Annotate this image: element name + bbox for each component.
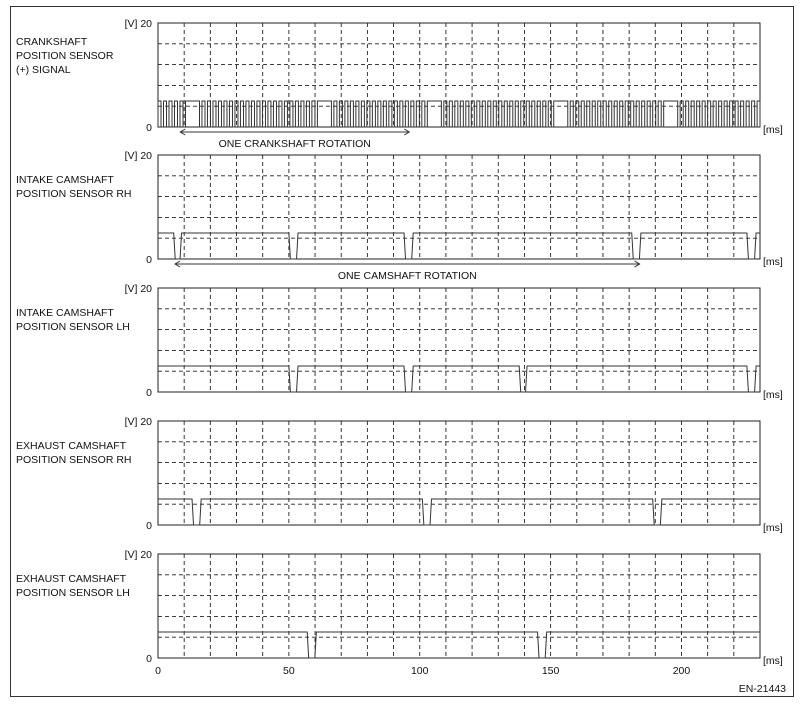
- signal-name-label: POSITION SENSOR LH: [16, 587, 130, 599]
- signal-trace: [158, 499, 760, 525]
- x-unit-label: [ms]: [763, 124, 783, 136]
- x-tick-label: 150: [541, 665, 560, 677]
- y-tick-label: 0: [146, 387, 152, 399]
- rotation-annotation-label: ONE CRANKSHAFT ROTATION: [218, 138, 371, 150]
- signal-trace: [158, 233, 760, 259]
- y-unit-label: [V] 20: [124, 416, 152, 428]
- signal-name-label: CRANKSHAFT: [16, 36, 88, 48]
- x-tick-label: 50: [283, 665, 295, 677]
- plot-area-border: [158, 554, 760, 658]
- plot-area-border: [158, 23, 760, 127]
- x-tick-label: 100: [410, 665, 429, 677]
- signal-name-label: INTAKE CAMSHAFT: [16, 174, 114, 186]
- y-unit-label: [V] 20: [124, 283, 152, 295]
- signal-trace: [158, 366, 760, 392]
- plot-area-border: [158, 421, 760, 525]
- y-tick-label: 0: [146, 122, 152, 134]
- signal-name-label: POSITION SENSOR: [16, 50, 114, 62]
- signal-name-label: (+) SIGNAL: [16, 64, 71, 76]
- x-unit-label: [ms]: [763, 256, 783, 268]
- plot-area-border: [158, 288, 760, 392]
- rotation-annotation-label: ONE CAMSHAFT ROTATION: [337, 270, 477, 282]
- x-unit-label: [ms]: [763, 655, 783, 667]
- y-tick-label: 0: [146, 653, 152, 665]
- y-tick-label: 0: [146, 520, 152, 532]
- signal-name-label: INTAKE CAMSHAFT: [16, 307, 114, 319]
- signal-name-label: POSITION SENSOR RH: [16, 188, 132, 200]
- x-unit-label: [ms]: [763, 389, 783, 401]
- y-unit-label: [V] 20: [124, 150, 152, 162]
- signal-name-label: POSITION SENSOR LH: [16, 321, 130, 333]
- signal-name-label: POSITION SENSOR RH: [16, 454, 132, 466]
- signal-name-label: EXHAUST CAMSHAFT: [16, 440, 127, 452]
- signal-name-label: EXHAUST CAMSHAFT: [16, 573, 127, 585]
- figure-id-label: EN-21443: [738, 683, 786, 695]
- y-tick-label: 0: [146, 254, 152, 266]
- x-tick-label: 200: [672, 665, 691, 677]
- y-unit-label: [V] 20: [124, 549, 152, 561]
- plot-area-border: [158, 155, 760, 259]
- signal-trace: [158, 101, 760, 127]
- signal-trace: [158, 632, 760, 658]
- y-unit-label: [V] 20: [124, 18, 152, 30]
- x-tick-label: 0: [155, 665, 161, 677]
- x-unit-label: [ms]: [763, 522, 783, 534]
